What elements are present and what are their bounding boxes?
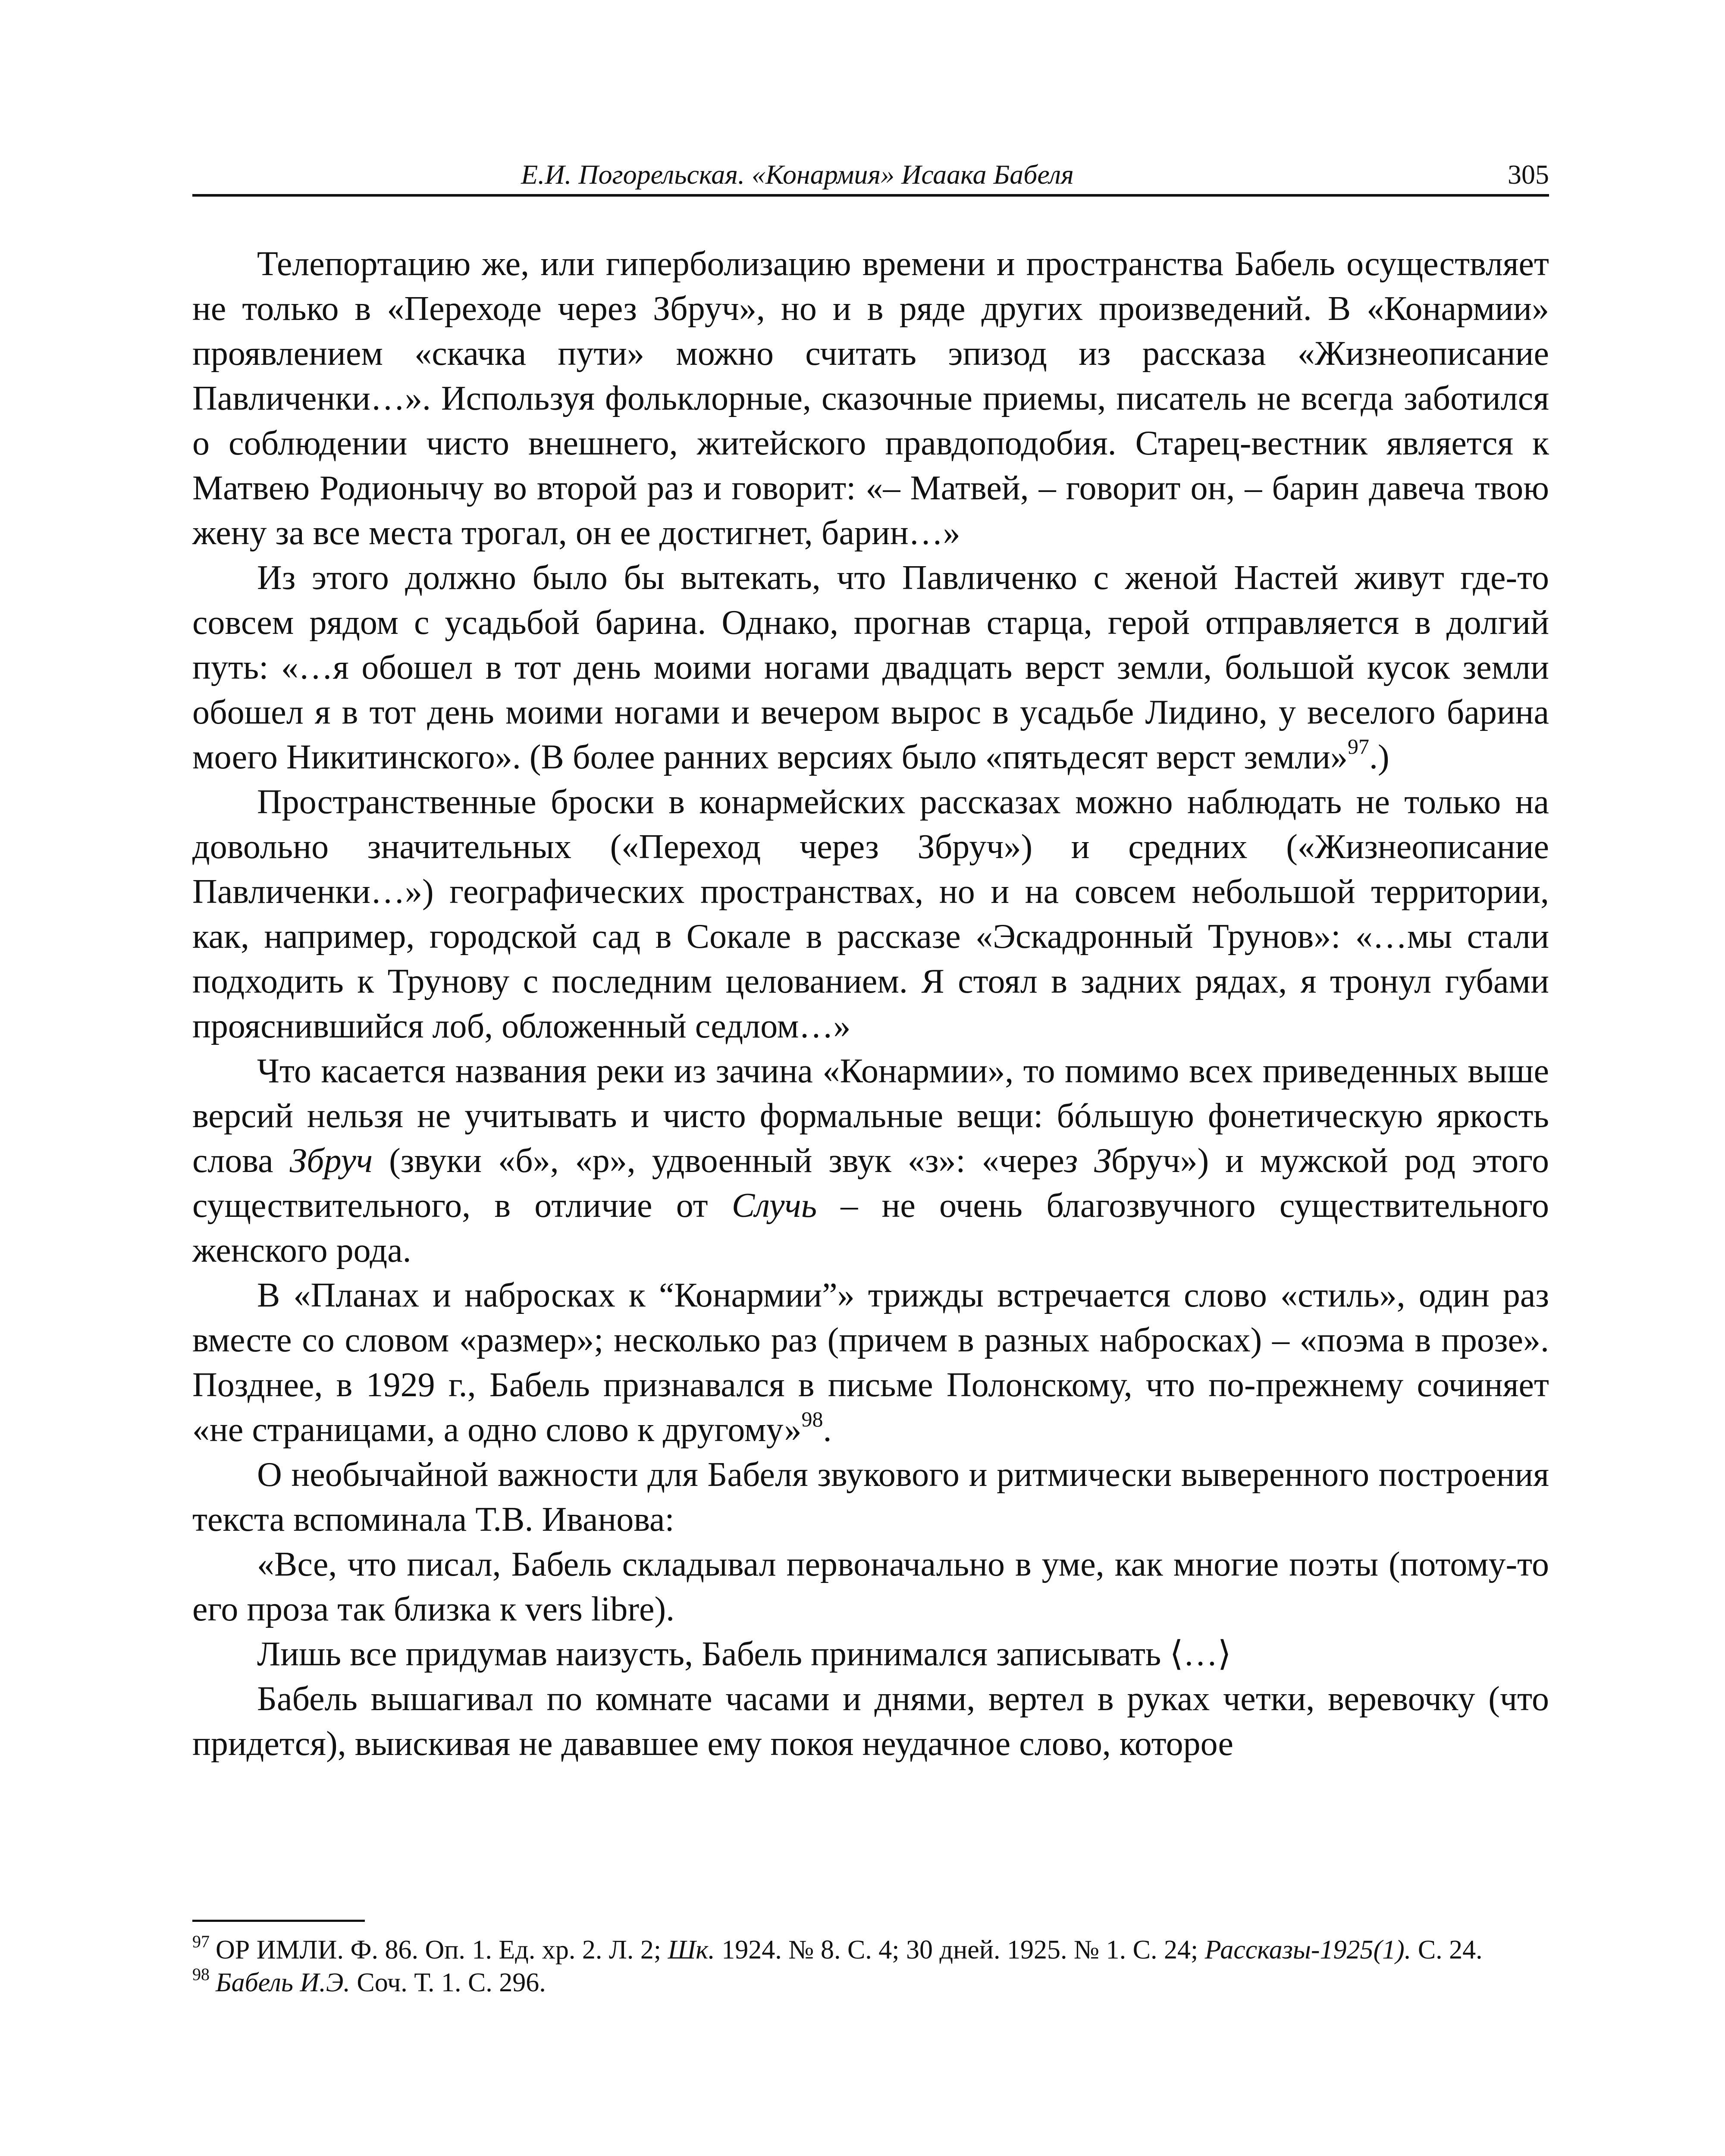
footnote-97-text-b: 1924. № 8. С. 4; 30 дней. 1925. № 1. С. 24; <box>715 1935 1205 1965</box>
main-text <box>192 241 1549 1766</box>
italic-word-zbruch: Збруч <box>289 1142 373 1180</box>
paragraph-8: Лишь все придумав наизусть, Бабель принимался записывать ⟨…⟩ <box>257 1635 1231 1673</box>
paragraph-5 <box>192 1273 1549 1452</box>
paragraph-9: Бабель вышагивал по комнате часами и днями, вертел в руках четки, веревочку (что придется), выискивая не дававшее ему покоя неудачное слово, которое <box>192 1680 1549 1763</box>
footnote-98 <box>192 1966 1549 1999</box>
footnote-97-italic-1: Шк. <box>668 1935 715 1965</box>
paragraph-6: О необычайной важности для Бабеля звукового и ритмически выверенного построения текста вспоминала Т.В. Иванова: <box>192 1456 1549 1539</box>
running-title: Е.И. Погорельская. «Конармия» Исаака Бабеля <box>521 159 1074 190</box>
footnote-97 <box>192 1934 1549 1966</box>
paragraph-7: «Все, что писал, Бабель складывал первоначально в уме, как многие поэты (потому-то его проза так близка к vers libre). <box>192 1545 1549 1628</box>
paragraph-2-tail: .) <box>1369 738 1389 776</box>
paragraph-4-text-d: – не очень благозвучного существительного женского рода. <box>192 1187 1549 1269</box>
paragraph-5-tail: . <box>823 1411 832 1449</box>
running-header <box>192 155 1549 197</box>
paragraph-4-text-b: (звуки «б», «р», удвоенный звук «з»: «чере <box>373 1142 1064 1180</box>
footnote-97-text-c: С. 24. <box>1411 1935 1483 1965</box>
paragraph-3: Пространственные броски в конармейских рассказах можно наблюдать не только на довольно значительных («Переход через Збруч») и средних («Жизнеописание Павличенки…») географических пространствах, но и на совсем небольшой территории, как, например, городской сад в Сокале в рассказе «Эскадронный Трунов»: «…мы стали подходить к Трунову с последним целованием. Я стоял в задних рядах, я тронул губами прояснившийся лоб, обложенный седлом…» <box>192 783 1549 1045</box>
paragraph-4-text-c: бруч») и мужской род этого существительного, в отличие от <box>192 1142 1549 1225</box>
paragraph-1: Телепортацию же, или гиперболизацию времени и пространства Бабель осуществляет не только в «Переходе через Збруч», но и в ряде других произведений. В «Конармии» проявлением «скачка пути» можно считать эпизод из рассказа «Жизнеописание Павличенки…». Используя фольклорные, сказочные приемы, писатель не всегда заботился о соблюдении чисто внешнего, житейского правдоподобия. Старец-вестник является к Матвею Родионычу во второй раз и говорит: «– Матвей, – говорит он, – барин давеча твою жену за все места трогал, он ее достигнет, барин…» <box>192 245 1549 552</box>
footnote-divider <box>192 1920 365 1922</box>
footnote-98-italic-1: Бабель И.Э. <box>216 1968 350 1997</box>
italic-z-zbruch: з З <box>1064 1142 1111 1180</box>
footnote-97-text-a: ОР ИМЛИ. Ф. 86. Оп. 1. Ед. хр. 2. Л. 2; <box>216 1935 668 1965</box>
footnotes <box>192 1934 1549 1999</box>
footnote-ref-97[interactable]: 97 <box>1348 734 1370 758</box>
paragraph-4 <box>192 1049 1549 1273</box>
paragraph-2 <box>192 555 1549 780</box>
footnote-98-mark: 98 <box>192 1965 210 1984</box>
footnote-98-text-a: Соч. Т. 1. С. 296. <box>350 1968 546 1997</box>
page-number: 305 <box>1508 159 1549 190</box>
paragraph-5-text: В «Планах и набросках к “Конармии”» трижды встречается слово «стиль», один раз вместе со словом «размер»; несколько раз (причем в разных набросках) – «поэма в прозе». Позднее, в 1929 г., Бабель признавался в письме Полонскому, что по-прежнему сочиняет «не страницами, а одно слово к другому» <box>192 1276 1549 1449</box>
footnote-97-italic-2: Рассказы-1925(1). <box>1204 1935 1411 1965</box>
italic-word-sluch: Случь <box>731 1187 817 1225</box>
footnote-97-mark: 97 <box>192 1932 210 1951</box>
paragraph-4-text-a: Что касается названия реки из зачина «Конармии», то помимо всех приведенных выше версий нельзя не учитывать и чисто формальные вещи: бóльшую фонетическую яркость слова <box>192 1052 1549 1180</box>
paragraph-2-text: Из этого должно было бы вытекать, что Павличенко с женой Настей живут где-то совсем рядом с усадьбой барина. Однако, прогнав старца, герой отправляется в долгий путь: «…я обошел в тот день моими ногами двадцать верст земли, большой кусок земли обошел я в тот день моими ногами и вечером вырос в усадьбе Лидино, у веселого барина моего Никитинского». (В более ранних версиях было «пятьдесят верст земли» <box>192 559 1549 776</box>
footnote-ref-98[interactable]: 98 <box>801 1407 823 1431</box>
